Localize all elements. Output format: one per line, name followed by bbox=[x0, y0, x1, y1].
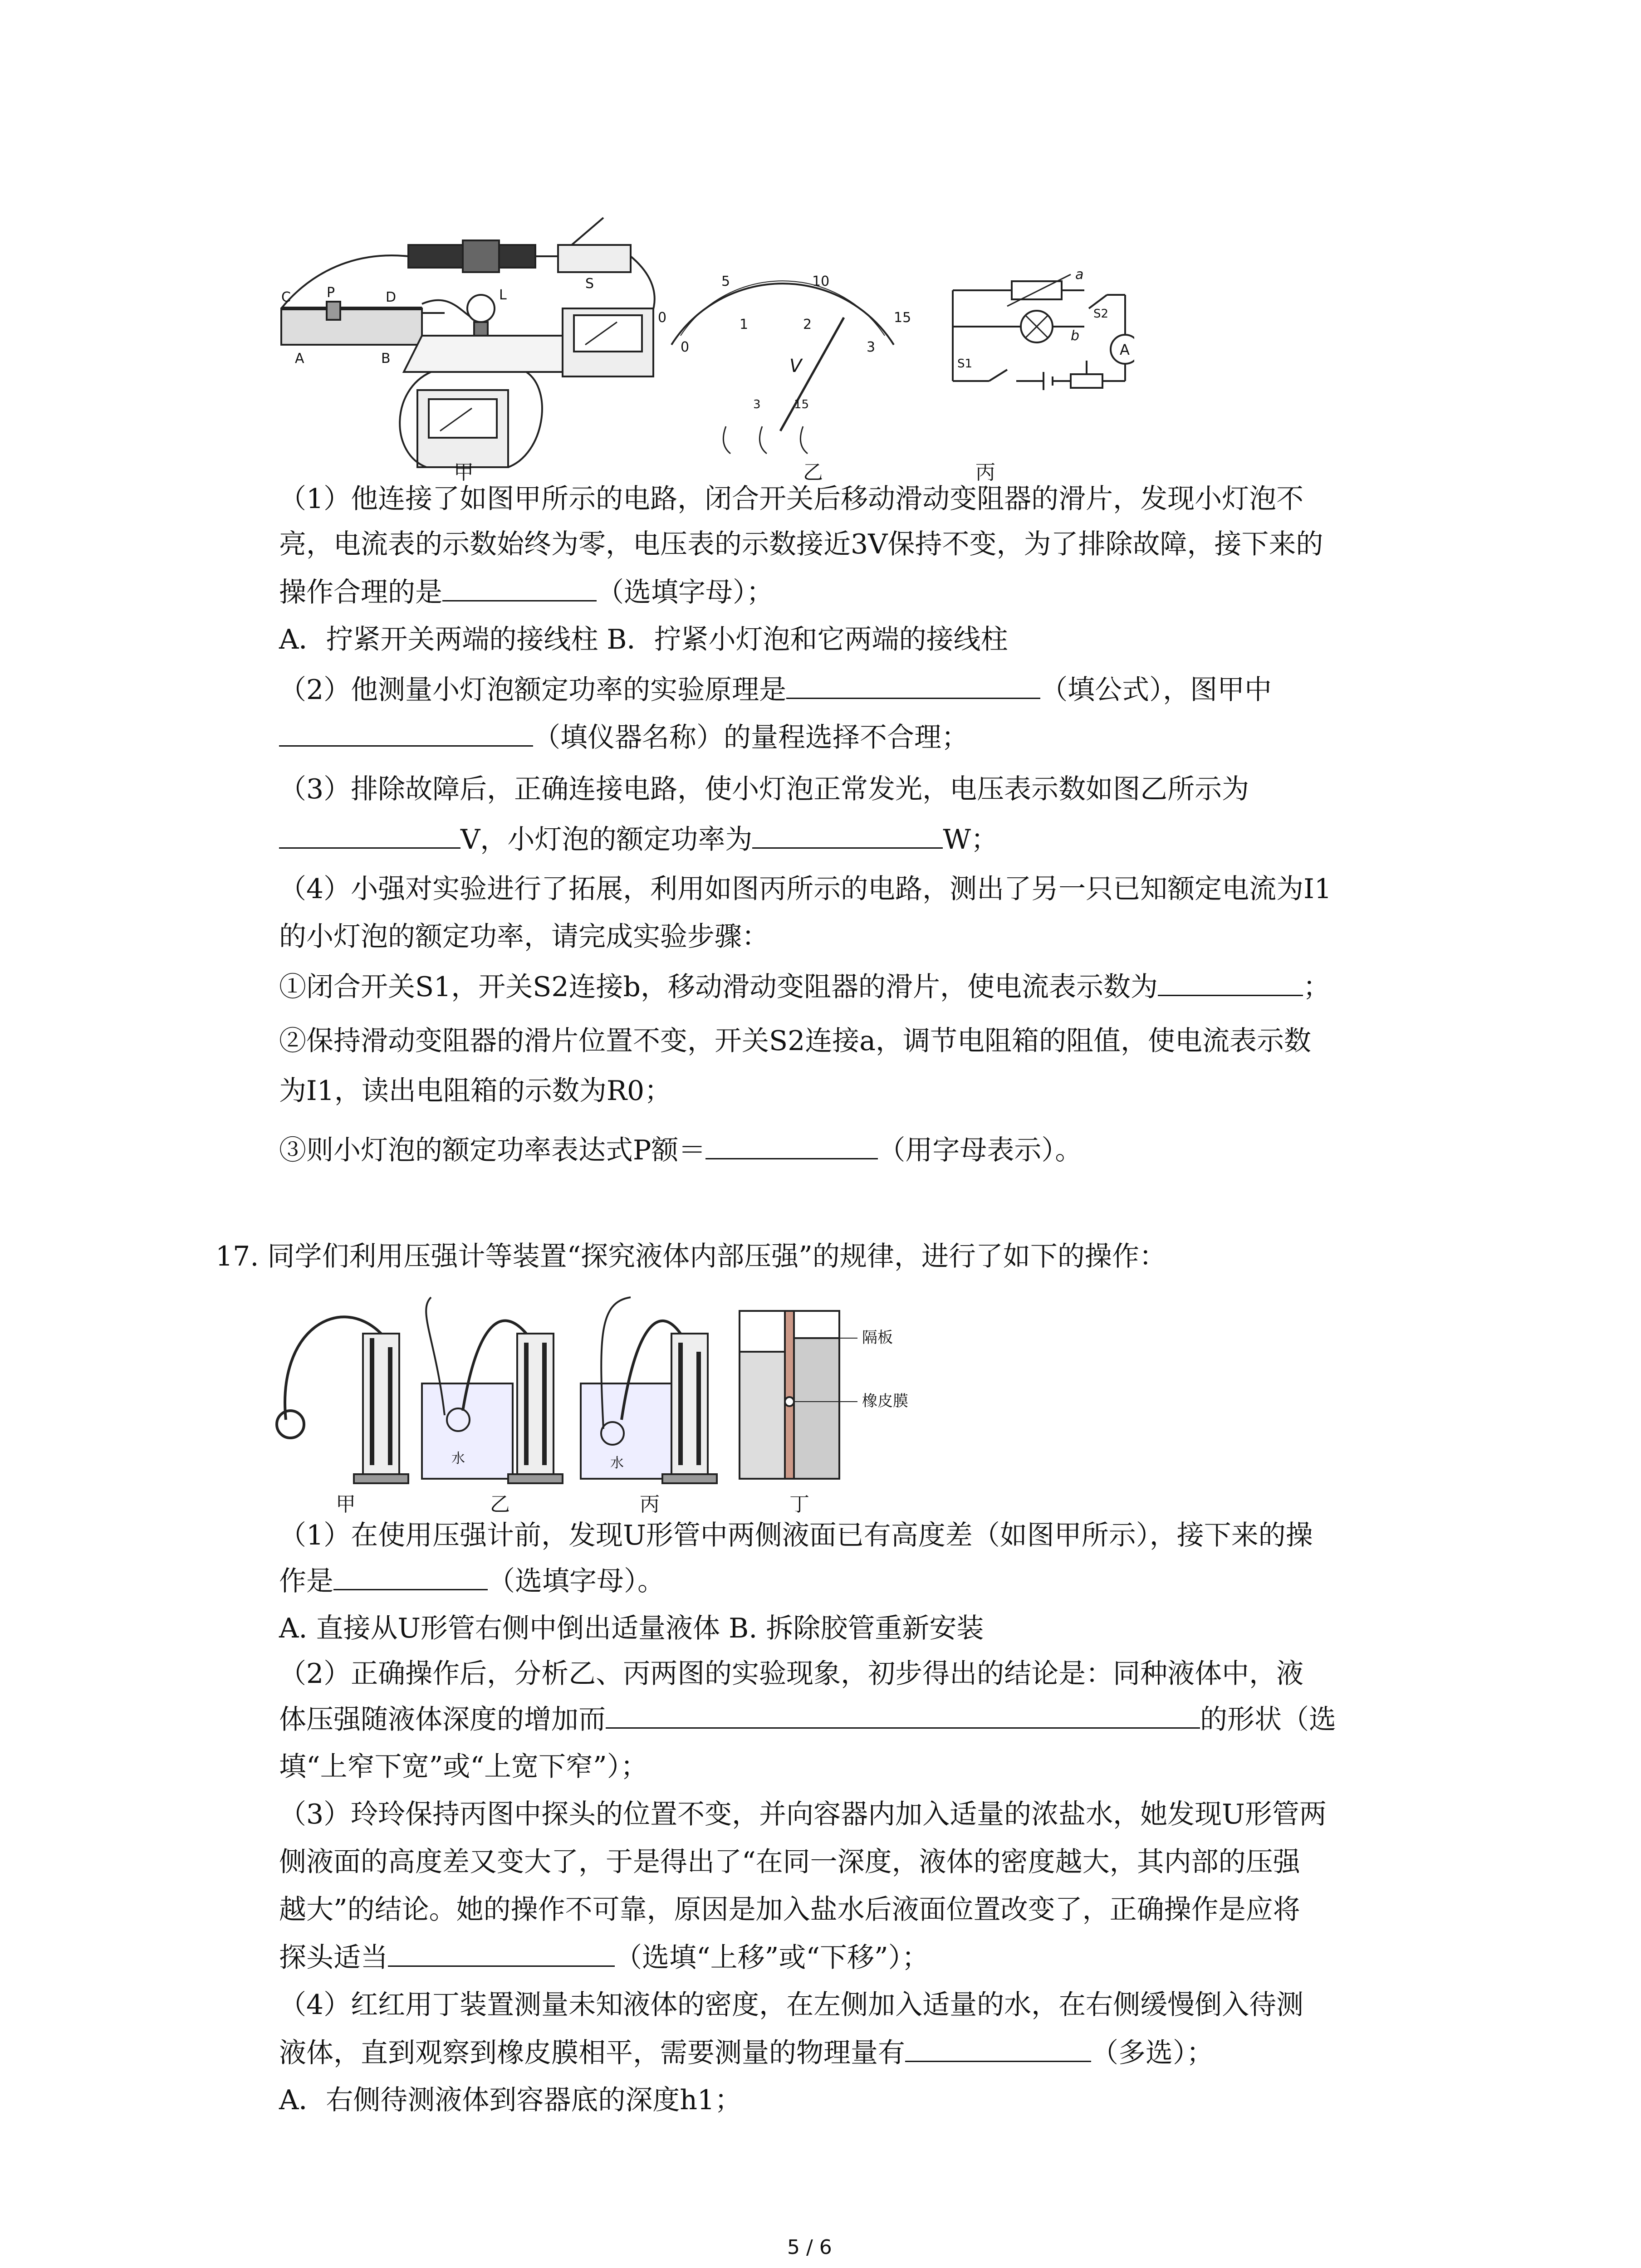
q17-p4-option-a: A．右侧待测液体到容器底的深度h1； bbox=[279, 2084, 742, 2116]
ammeter-label-A: A bbox=[1120, 341, 1130, 358]
q16-answer-blank-current[interactable] bbox=[1158, 968, 1303, 996]
q17-p3-text-b: （选填“上移”或“下移”）； bbox=[615, 1942, 929, 1974]
q16-p3-text-b: W； bbox=[943, 824, 999, 855]
q17-p2-line3: 填“上窄下宽”或“上宽下窄”）； bbox=[279, 1751, 648, 1783]
figure-17 bbox=[272, 1284, 998, 1492]
q16-p3-line2 bbox=[279, 821, 998, 858]
q17-p3-line3: 越大”的结论。她的操作不可靠，原因是加入盐水后液面位置改变了，正确操作是应将 bbox=[279, 1894, 1300, 1926]
fig16-caption-bing: 丙 bbox=[975, 461, 995, 484]
q16-p1-line3 bbox=[279, 574, 774, 611]
q16-p1-text-a: 操作合理的是 bbox=[279, 577, 442, 608]
fig16-caption-yi: 乙 bbox=[803, 461, 823, 484]
figure-17-drawing bbox=[272, 1284, 998, 1492]
dial-bottom-0: 0 bbox=[681, 339, 690, 355]
container-ding bbox=[740, 1311, 857, 1479]
q17-p2-line1: （2）正确操作后，分析乙、丙两图的实验现象，初步得出的结论是：同种液体中，液 bbox=[279, 1658, 1304, 1690]
label-A: A bbox=[295, 351, 304, 367]
q16-p2-text-a: （2）他测量小灯泡额定功率的实验原理是 bbox=[279, 674, 787, 706]
q17-p4-text-a: 液体，直到观察到橡皮膜相平，需要测量的物理量有 bbox=[279, 2037, 905, 2069]
q17-p4-line2 bbox=[279, 2034, 1214, 2071]
apparatus-jia bbox=[281, 218, 655, 467]
q16-answer-blank-voltage[interactable] bbox=[279, 821, 460, 849]
circuit-bing bbox=[953, 274, 1134, 390]
figure-16-drawing bbox=[272, 200, 1134, 499]
q16-p1-line1: （1）他连接了如图甲所示的电路，闭合开关后移动滑动变阻器的滑片，发现小灯泡不 bbox=[279, 483, 1304, 515]
q17-p1-line1: （1）在使用压强计前，发现U形管中两侧液面已有高度差（如图甲所示），接下来的操 bbox=[279, 1520, 1313, 1551]
circuit-label-a: a bbox=[1075, 267, 1084, 283]
q17-answer-blank-3[interactable] bbox=[388, 1939, 615, 1967]
q16-step3-text-a: ③则小灯泡的额定功率表达式P额＝ bbox=[279, 1134, 706, 1166]
q17-p3-line4 bbox=[279, 1939, 929, 1976]
q16-step1-end: ； bbox=[1303, 971, 1330, 1003]
voltmeter-dial bbox=[671, 281, 894, 454]
q16-answer-blank-1[interactable] bbox=[442, 574, 597, 601]
q17-answer-blank-4[interactable] bbox=[905, 2034, 1091, 2062]
q17-p3-text-a: 探头适当 bbox=[279, 1942, 388, 1974]
q17-p1-text-a: 作是 bbox=[279, 1565, 333, 1597]
fig17-caption-jia: 甲 bbox=[336, 1493, 356, 1516]
partition-label: 隔板 bbox=[862, 1329, 893, 1347]
circuit-label-b: b bbox=[1071, 328, 1080, 344]
dial-top-15: 15 bbox=[894, 310, 911, 326]
water-label-bing: 水 bbox=[610, 1455, 624, 1471]
q16-step2-line2: 为I1，读出电阻箱的示数为R0； bbox=[279, 1075, 672, 1107]
q17-answer-blank-1[interactable] bbox=[333, 1563, 488, 1590]
fig17-caption-ding: 丁 bbox=[789, 1493, 809, 1516]
q16-step3 bbox=[279, 1132, 1082, 1168]
membrane-label: 橡皮膜 bbox=[862, 1392, 908, 1410]
label-C: C bbox=[281, 289, 291, 305]
q16-step2-line1: ②保持滑动变阻器的滑片位置不变，开关S2连接a，调节电阻箱的阻值，使电流表示数 bbox=[279, 1025, 1312, 1057]
fig16-caption-jia: 甲 bbox=[454, 461, 474, 484]
dial-bottom-1: 1 bbox=[740, 317, 749, 332]
q16-step1-text: ①闭合开关S1，开关S2连接b，移动滑动变阻器的滑片，使电流表示数为 bbox=[279, 971, 1158, 1003]
q17-p2-line2 bbox=[279, 1701, 1336, 1738]
q17-p3-line1: （3）玲玲保持丙图中探头的位置不变，并向容器内加入适量的浓盐水，她发现U形管两 bbox=[279, 1799, 1327, 1830]
q17-p1-text-b: （选填字母）。 bbox=[488, 1565, 665, 1597]
circuit-label-S2: S2 bbox=[1093, 307, 1109, 321]
dial-top-0: 0 bbox=[658, 310, 667, 326]
label-L: L bbox=[499, 287, 507, 303]
q16-p2-text-c: （填仪器名称）的量程选择不合理； bbox=[533, 722, 969, 753]
q17-p4-line1: （4）红红用丁装置测量未知液体的密度，在左侧加入适量的水，在右侧缓慢倒入待测 bbox=[279, 1989, 1304, 2021]
q17-p1-line2 bbox=[279, 1563, 665, 1599]
q16-p3-text-a: V，小灯泡的额定功率为 bbox=[460, 824, 753, 855]
q16-p2-line2 bbox=[279, 719, 969, 756]
q16-p4-line1: （4）小强对实验进行了拓展，利用如图丙所示的电路，测出了另一只已知额定电流为I1 bbox=[279, 873, 1332, 905]
q17-p2-text-a: 体压强随液体深度的增加而 bbox=[279, 1704, 606, 1735]
label-S: S bbox=[585, 276, 594, 292]
q17-answer-blank-2[interactable] bbox=[606, 1701, 1200, 1729]
label-D: D bbox=[386, 289, 397, 305]
dial-unit: V bbox=[789, 356, 802, 376]
q16-answer-blank-expression[interactable] bbox=[705, 1132, 878, 1159]
q16-answer-blank-power[interactable] bbox=[752, 821, 943, 849]
dial-top-5: 5 bbox=[721, 274, 730, 289]
fig17-caption-yi: 乙 bbox=[490, 1493, 510, 1516]
circuit-label-S1: S1 bbox=[957, 357, 973, 371]
terminal-15: 15 bbox=[794, 398, 809, 411]
dial-bottom-2: 2 bbox=[803, 317, 812, 332]
q17-p1-options: A. 直接从U形管右侧中倒出适量液体 B. 拆除胶管重新安装 bbox=[279, 1613, 984, 1644]
q16-answer-blank-instrument[interactable] bbox=[279, 719, 533, 747]
dial-bottom-3: 3 bbox=[867, 339, 876, 355]
q16-p1-text-b: （选填字母）； bbox=[597, 577, 774, 608]
q16-step1 bbox=[279, 968, 1330, 1005]
dial-top-10: 10 bbox=[812, 274, 830, 289]
page-number: 5 / 6 bbox=[787, 2236, 832, 2259]
q16-step3-text-b: （用字母表示）。 bbox=[878, 1134, 1083, 1166]
terminal-3: 3 bbox=[753, 398, 761, 411]
q16-p2-line1 bbox=[279, 671, 1272, 708]
q16-answer-blank-formula[interactable] bbox=[786, 671, 1040, 699]
q16-p1-options: A．拧紧开关两端的接线柱 B．拧紧小灯泡和它两端的接线柱 bbox=[279, 624, 1008, 655]
fig17-caption-bing: 丙 bbox=[640, 1493, 660, 1516]
q17-p4-text-b: （多选）； bbox=[1091, 2037, 1214, 2069]
q17-title: 17. 同学们利用压强计等装置“探究液体内部压强”的规律，进行了如下的操作： bbox=[216, 1241, 1166, 1272]
q16-p4-line2: 的小灯泡的额定功率，请完成实验步骤： bbox=[279, 921, 769, 953]
label-P: P bbox=[327, 285, 335, 301]
label-B: B bbox=[381, 351, 391, 367]
manometer-bing bbox=[581, 1297, 717, 1483]
figure-16 bbox=[272, 200, 1134, 499]
manometer-yi bbox=[422, 1297, 563, 1483]
q17-p3-line2: 侧液面的高度差又变大了，于是得出了“在同一深度，液体的密度越大，其内部的压强 bbox=[279, 1846, 1300, 1878]
q16-p2-text-b: （填公式），图甲中 bbox=[1040, 674, 1272, 706]
manometer-jia bbox=[277, 1317, 408, 1483]
q17-p2-text-b: 的形状（选 bbox=[1200, 1704, 1336, 1735]
water-label-yi: 水 bbox=[451, 1451, 465, 1466]
q16-p1-line2: 亮，电流表的示数始终为零，电压表的示数接近3V保持不变，为了排除故障，接下来的 bbox=[279, 528, 1323, 560]
q16-p3-line1: （3）排除故障后，正确连接电路，使小灯泡正常发光，电压表示数如图乙所示为 bbox=[279, 773, 1249, 805]
